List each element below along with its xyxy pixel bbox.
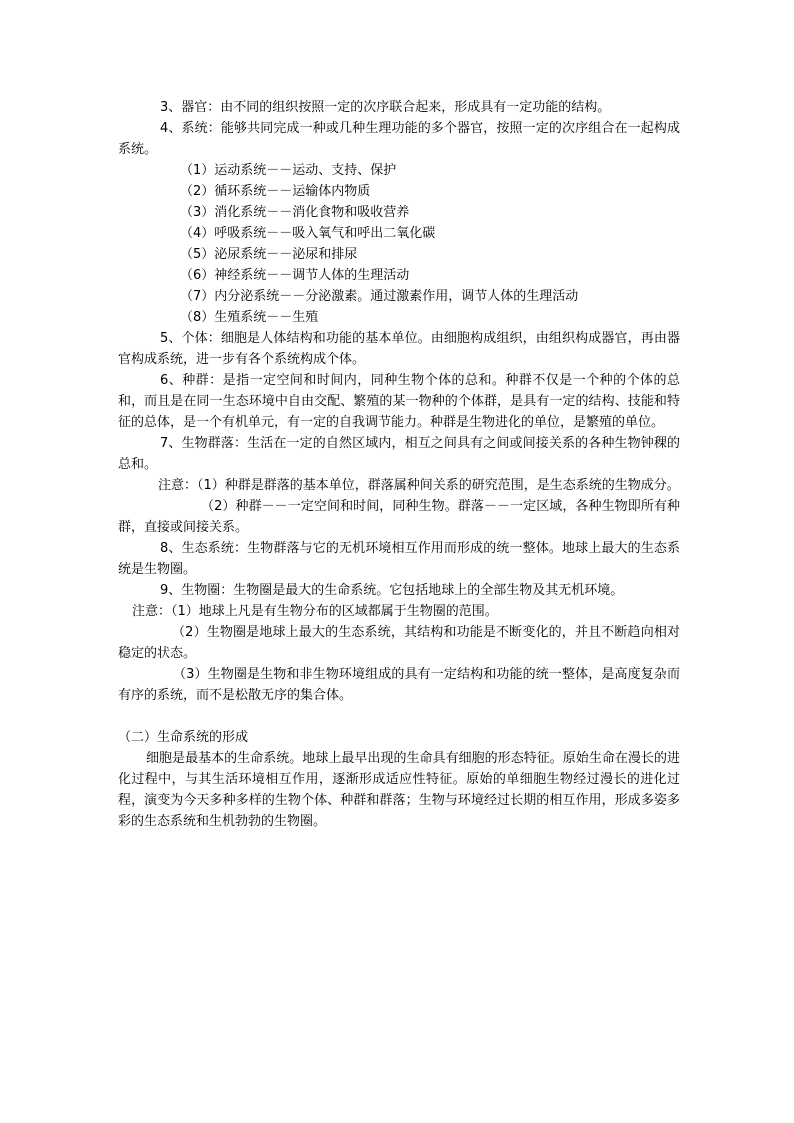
list-item: （2）循环系统－－运输体内物质	[180, 184, 371, 199]
paragraph-biosphere: 9、生物圈：生物圈是最大的生命系统。它包括地球上的全部生物及其无机环境。	[160, 583, 624, 598]
paragraph-note-1: 注意：（1）种群是群落的基本单位，群落属种间关系的研究范围，是生态系统的生物成分。	[158, 478, 680, 493]
paragraph-community: 7、生物群落：生活在一定的自然区域内，相互之间具有之间或间接关系的各种生物钟稞的总和。	[118, 436, 680, 472]
document-page	[118, 97, 680, 832]
paragraph-note-3: 注意：（1）地球上凡是有生物分布的区域都属于生物圈的范围。	[132, 604, 498, 619]
list-item: （7）内分泌系统－－分泌激素。通过激素作用，调节人体的生理活动	[180, 289, 579, 304]
paragraph-organ: 3、器官：由不同的组织按照一定的次序联合起来，形成具有一定功能的结构。	[160, 100, 611, 115]
paragraph-ecosystem: 8、生态系统：生物群落与它的无机环境相互作用而形成的统一整体。地球上最大的生态系统是生物圈。	[118, 541, 680, 577]
section-title: （二）生命系统的形成	[118, 730, 249, 745]
paragraph-population: 6、种群：是指一定空间和时间内，同种生物个体的总和。种群不仅是一个种的个体的总和，而且是在同一生态环境中自由交配、繁殖的某一物种的个体群，是具有一定的结构、技能和特征的总体，是一个有机单元，有一定的自我调节能力。种群是生物进化的单位，是繁殖的单位。	[118, 373, 680, 430]
list-item: （6）神经系统－－调节人体的生理活动	[180, 268, 410, 283]
system-list	[118, 160, 680, 328]
paragraph-note-5: （3）生物圈是生物和非生物环境组成的具有一定结构和功能的统一整体，是高度复杂而有序的系统，而不是松散无序的集合体。	[118, 667, 680, 703]
list-item: （5）泌尿系统－－泌尿和排尿	[180, 247, 358, 262]
list-item: （1）运动系统－－运动、支持、保护	[180, 163, 397, 178]
paragraph-note-4: （2）生物圈是地球上最大的生态系统，其结构和功能是不断变化的，并且不断趋向相对稳定的状态。	[118, 625, 680, 661]
list-item: （4）呼吸系统－－吸入氧气和呼出二氧化碳	[180, 226, 436, 241]
paragraph-individual: 5、个体：细胞是人体结构和功能的基本单位。由细胞构成组织，由组织构成器官，再由器官构成系统，进一步有各个系统构成个体。	[118, 331, 680, 367]
list-item: （3）消化系统－－消化食物和吸收营养	[180, 205, 410, 220]
paragraph-system: 4、系统：能够共同完成一种或几种生理功能的多个器官，按照一定的次序组合在一起构成系统。	[118, 121, 680, 157]
paragraph-formation: 细胞是最基本的生命系统。地球上最早出现的生命具有细胞的形态特征。原始生命在漫长的进化过程中，与其生活环境相互作用，逐渐形成适应性特征。原始的单细胞生物经过漫长的进化过程，演变为今天多种多样的生物个体、种群和群落；生物与环境经过长期的相互作用，形成多姿多彩的生态系统和生机勃勃的生物圈。	[118, 751, 680, 829]
spacer	[118, 706, 680, 727]
paragraph-note-2: （2）种群－－一定空间和时间，同种生物。群落－－一定区域，各种生物即所有种群，直接或间接关系。	[118, 499, 680, 535]
list-item: （8）生殖系统－－生殖	[180, 310, 319, 325]
